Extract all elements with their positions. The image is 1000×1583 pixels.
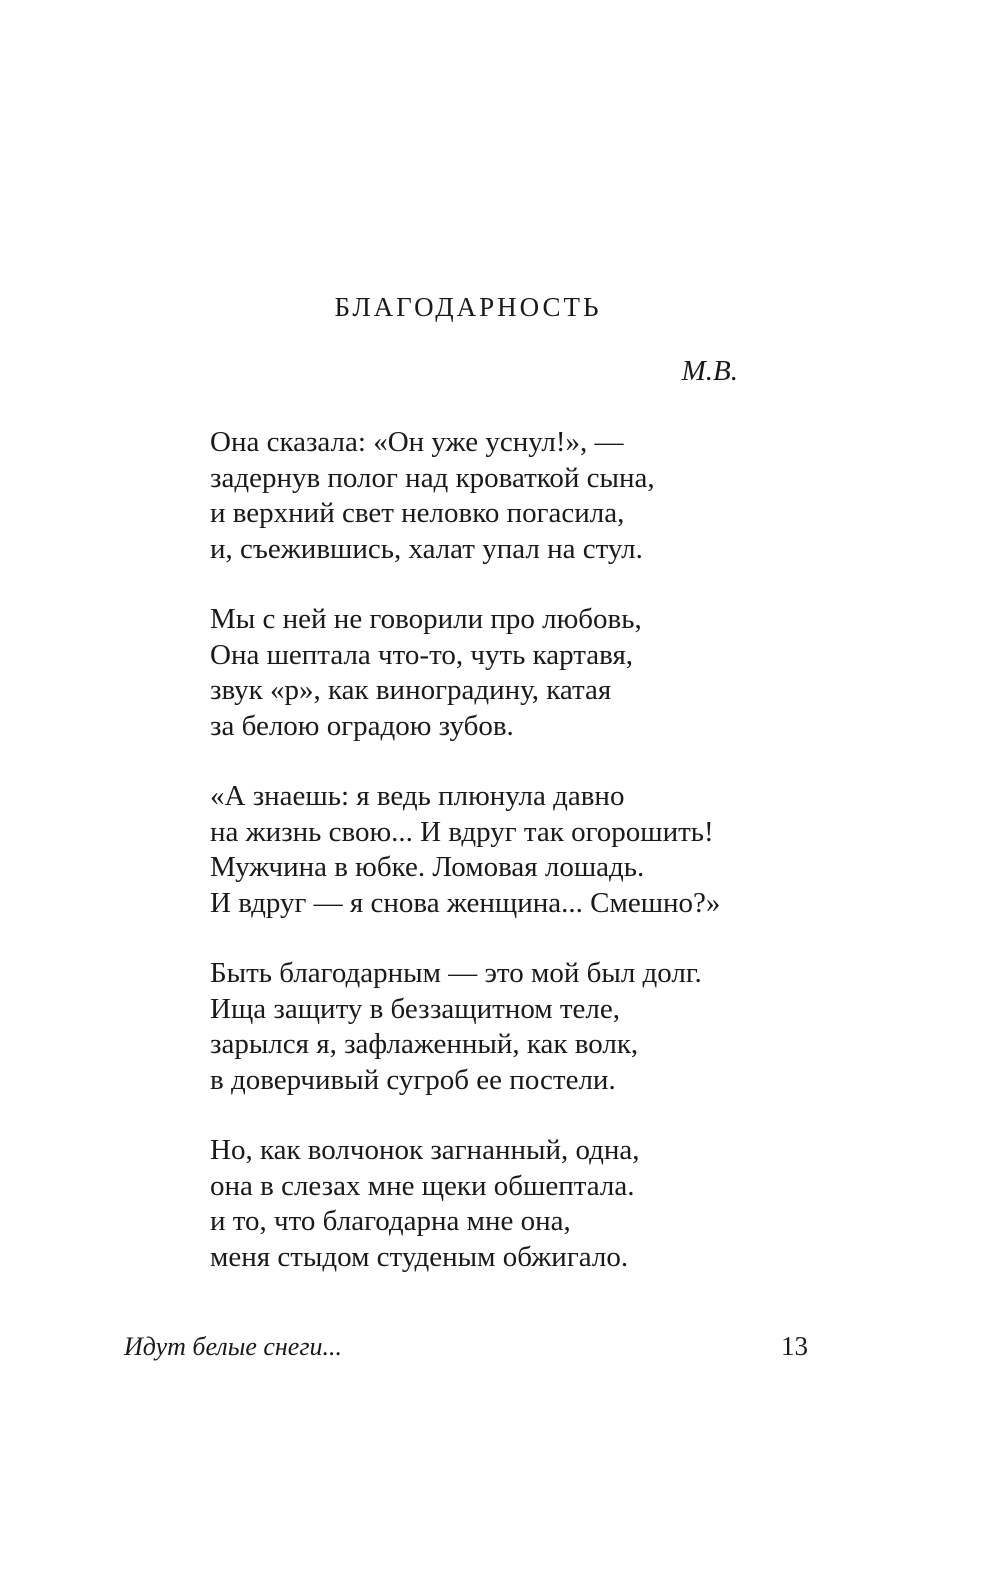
page-number: 13: [781, 1331, 808, 1361]
poem-line: И вдруг — я снова женщина... Смешно?»: [210, 886, 721, 919]
poem-line: и, съежившись, халат упал на стул.: [210, 532, 643, 565]
poem-title: БЛАГОДАРНОСТЬ: [334, 292, 602, 322]
poem-line: задернув полог над кроваткой сына,: [210, 461, 655, 494]
poem-line: Ища защиту в беззащитном теле,: [210, 992, 621, 1025]
poem-line: в доверчивый сугроб ее постели.: [210, 1063, 616, 1096]
poem-line: и верхний свет неловко погасила,: [210, 497, 625, 529]
poem-line: зарылся я, зафлаженный, как волк,: [210, 1028, 639, 1060]
poem-line: звук «р», как виноградину, катая: [210, 674, 612, 706]
poem-line: Она шептала что-то, чуть картавя,: [210, 638, 634, 671]
poem-line: на жизнь свою... И вдруг так огорошить!: [210, 815, 714, 848]
stanza-3: [210, 779, 720, 921]
poem-line: «А знаешь: я ведь плюнула давно: [210, 780, 625, 812]
poem-line: за белою оградою зубов.: [210, 709, 514, 742]
poem-line: Быть благодарным — это мой был долг.: [210, 957, 702, 989]
stanza-5: [210, 1133, 720, 1275]
poem-dedication: М.В.: [681, 355, 738, 387]
stanza-2: [210, 602, 720, 744]
poem-line: меня стыдом студеным обжигало.: [210, 1240, 629, 1273]
poem-line: Но, как волчонок загнанный, одна,: [210, 1134, 640, 1166]
poem-body: [210, 425, 720, 1310]
poem-line: она в слезах мне щеки обшептала.: [210, 1169, 635, 1202]
running-footer-title: Идут белые снеги...: [124, 1332, 342, 1361]
stanza-4: [210, 956, 720, 1098]
poem-line: Она сказала: «Он уже уснул!», —: [210, 426, 624, 458]
poem-line: и то, что благодарна мне она,: [210, 1205, 571, 1237]
poem-line: Мы с ней не говорили про любовь,: [210, 603, 642, 635]
stanza-1: [210, 425, 720, 567]
poem-line: Мужчина в юбке. Ломовая лошадь.: [210, 851, 645, 883]
